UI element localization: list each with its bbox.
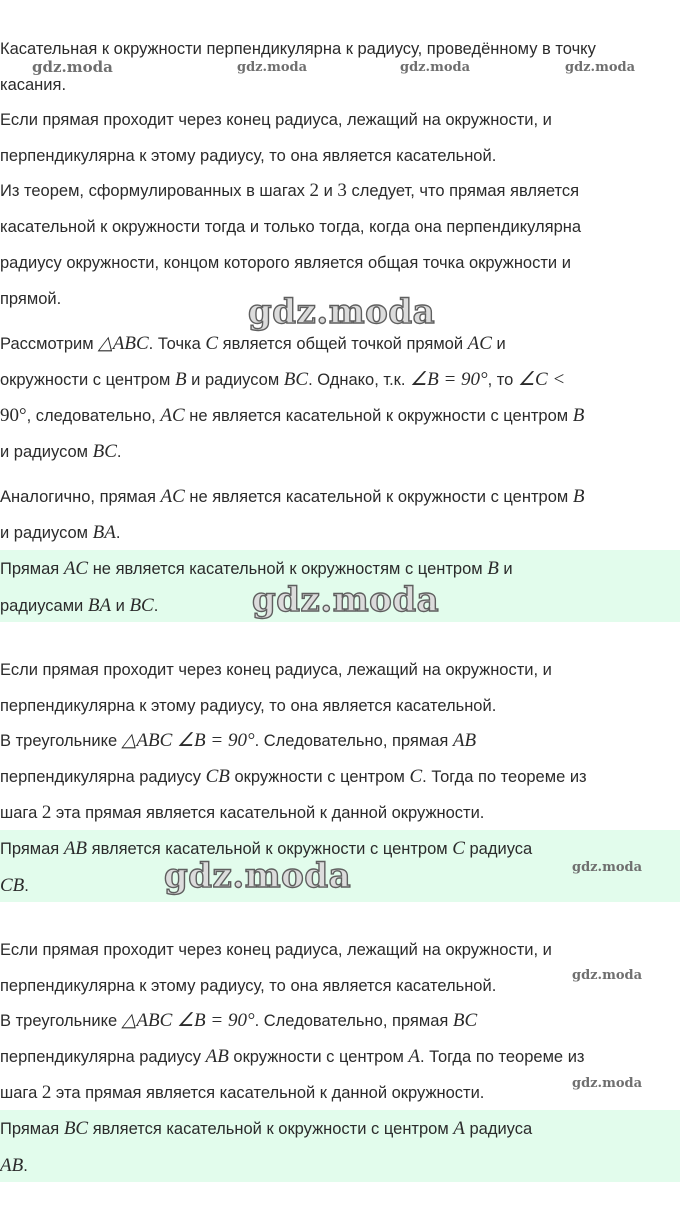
part2-line2: перпендикулярна к этому радиусу, то она является касательной.	[0, 697, 497, 715]
step1-line1: Касательная к окружности перпендикулярна к радиусу, проведённому в точку	[0, 40, 596, 58]
watermark-large: gdz.moda	[248, 292, 436, 332]
answer1-line1: Прямая AC не является касательной к окружностям с центром B и	[0, 558, 513, 579]
step4-line1: Рассмотрим △ABC. Точка C является общей точкой прямой AC и	[0, 333, 506, 354]
part3-line3: В треугольнике △ABC ∠B = 90°. Следовательно, прямая BC	[0, 1010, 478, 1031]
step1-line2: касания.	[0, 76, 67, 94]
watermark-large: gdz.moda	[252, 580, 440, 620]
step3-line2: касательной к окружности тогда и только тогда, когда она перпендикулярна	[0, 218, 582, 236]
part3-line2: перпендикулярна к этому радиусу, то она является касательной.	[0, 977, 497, 995]
answer2-line1: Прямая AB является касательной к окружности с центром C радиуса	[0, 838, 533, 859]
part2-line4: перпендикулярна радиусу CB окружности с центром C. Тогда по теореме из	[0, 766, 587, 787]
step3-line1: Из теорем, сформулированных в шагах 2 и 3 следует, что прямая является	[0, 180, 580, 201]
answer3-line1: Прямая BC является касательной к окружности с центром A радиуса	[0, 1118, 533, 1139]
answer1-line2: радиусами BA и BC.	[0, 595, 159, 616]
step5-line1: Аналогично, прямая AC не является касательной к окружности с центром B	[0, 486, 585, 507]
answer3-line2: AB.	[0, 1155, 28, 1176]
watermark-small: gdz.moda	[565, 60, 636, 75]
watermark-small: gdz.moda	[572, 968, 643, 983]
part3-line1: Если прямая проходит через конец радиуса, лежащий на окружности, и	[0, 941, 552, 959]
part2-line1: Если прямая проходит через конец радиуса, лежащий на окружности, и	[0, 661, 552, 679]
step4-line2: окружности с центром B и радиусом BC. Однако, т.к. ∠B = 90°, то ∠C <	[0, 369, 566, 390]
step5-line2: и радиусом BA.	[0, 522, 121, 543]
answer2-line2: CB.	[0, 875, 29, 896]
watermark-small: gdz.moda	[572, 1076, 643, 1091]
step4-line3: 90°, следовательно, AC не является касательной к окружности с центром B	[0, 405, 585, 426]
part2-line3: В треугольнике △ABC ∠B = 90°. Следовательно, прямая AB	[0, 730, 477, 751]
part3-line5: шага 2 эта прямая является касательной к данной окружности.	[0, 1082, 485, 1103]
answer3-box	[0, 1110, 680, 1182]
step2-line2: перпендикулярна к этому радиусу, то она является касательной.	[0, 147, 497, 165]
watermark-small: gdz.moda	[400, 60, 471, 75]
watermark-small: gdz.moda	[237, 60, 308, 75]
watermark-small: gdz.moda	[572, 860, 643, 875]
step2-line1: Если прямая проходит через конец радиуса, лежащий на окружности, и	[0, 111, 552, 129]
watermark-small: gdz.moda	[32, 58, 113, 76]
step4-line4: и радиусом BC.	[0, 441, 122, 462]
part3-line4: перпендикулярна радиусу AB окружности с центром A. Тогда по теореме из	[0, 1046, 585, 1067]
step3-line3: радиусу окружности, концом которого является общая точка окружности и	[0, 254, 571, 272]
watermark-large: gdz.moda	[164, 856, 352, 896]
step3-line4: прямой.	[0, 290, 62, 308]
part2-line5: шага 2 эта прямая является касательной к данной окружности.	[0, 802, 485, 823]
